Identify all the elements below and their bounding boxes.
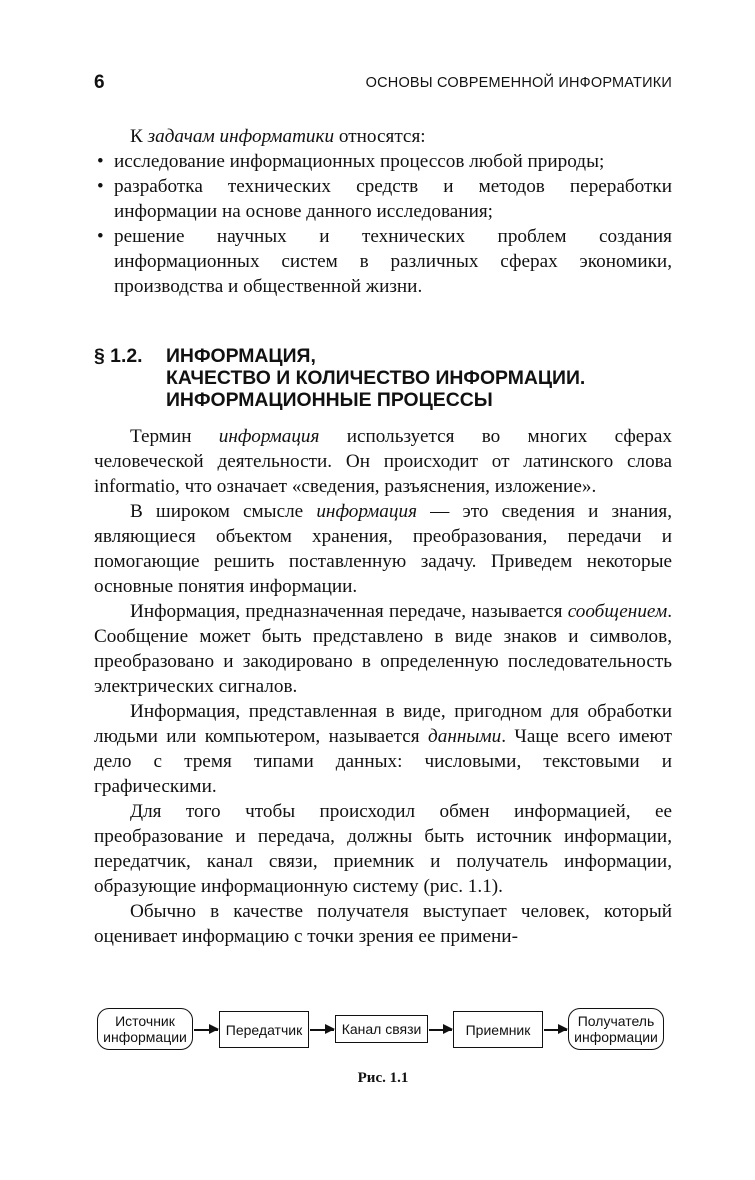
term-italic: информация bbox=[316, 501, 417, 522]
task-list bbox=[94, 149, 672, 299]
paragraph-text: Термин bbox=[130, 426, 219, 447]
running-title: ОСНОВЫ СОВРЕМЕННОЙ ИНФОРМАТИКИ bbox=[365, 75, 672, 91]
arrow-channel-receiver bbox=[429, 1029, 452, 1031]
paragraph-4 bbox=[94, 699, 672, 799]
figure-caption: Рис. 1.1 bbox=[357, 1070, 409, 1086]
paragraph-6: Обычно в качестве получателя выступает человек, который оценивает информацию с точки зрения ее примени- bbox=[94, 901, 672, 947]
term-italic: сообщением bbox=[567, 601, 668, 622]
paragraph-text: Информация, представленная в виде, пригодном для обработки людьми или компьютером, называется bbox=[94, 701, 672, 747]
paragraph-text: . Сообщение может быть представлено в виде знаков и символов, преобразовано и закодировано в определенную последовательность электрических сигналов. bbox=[94, 601, 672, 697]
paragraph-text: — это сведения и знания, являющиеся объектом хранения, преобразования, передачи и помогающие решить поставленную задачу. Приведем некоторые основные понятия информации. bbox=[94, 501, 673, 597]
task-list-item: • исследование информационных процессов любой природы; bbox=[94, 149, 672, 174]
arrow-receiver-recipient bbox=[544, 1029, 567, 1031]
information-system-diagram bbox=[94, 1005, 672, 1055]
task-list-item: • решение научных и технических проблем создания информационных систем в различных сферах экономики, производства и общественной жизни. bbox=[94, 224, 672, 299]
page-number: 6 bbox=[94, 72, 105, 93]
source-label-line: информации bbox=[103, 1029, 187, 1045]
body-text bbox=[94, 424, 672, 949]
source-node-label bbox=[103, 1013, 187, 1045]
paragraph-3 bbox=[94, 599, 672, 699]
section-title-line: КАЧЕСТВО И КОЛИЧЕСТВО ИНФОРМАЦИИ. bbox=[166, 367, 586, 389]
intro-lead bbox=[94, 124, 672, 149]
term-italic: данными bbox=[428, 726, 502, 747]
source-label-line: Источник bbox=[115, 1013, 175, 1029]
paragraph-text: . Чаще всего имеют дело с тремя типами данных: числовыми, текстовыми и графическими. bbox=[94, 726, 672, 797]
paragraph-5: Для того чтобы происходил обмен информацией, ее преобразование и передача, должны быть источник информации, передатчик, канал связи, приемник и получатель информации, образующие информационную систему (рис. 1.1). bbox=[94, 801, 672, 897]
paragraph-1 bbox=[94, 424, 672, 499]
intro-block bbox=[94, 124, 672, 299]
arrow-source-transmitter bbox=[194, 1029, 218, 1031]
section-title bbox=[166, 345, 666, 411]
receiver-node: Приемник bbox=[453, 1011, 543, 1048]
section-number: § 1.2. bbox=[94, 345, 143, 367]
source-node bbox=[97, 1008, 193, 1050]
page-header bbox=[94, 72, 672, 98]
channel-node: Канал связи bbox=[335, 1015, 428, 1043]
recipient-label-line: Получатель bbox=[577, 1013, 655, 1029]
section-title-line: ИНФОРМАЦИЯ, bbox=[166, 345, 316, 367]
recipient-node bbox=[568, 1008, 664, 1050]
paragraph-text: Информация, предназначенная передаче, называется bbox=[130, 601, 568, 622]
intro-lead-after: относятся: bbox=[334, 126, 426, 147]
recipient-node-label bbox=[574, 1013, 658, 1045]
task-list-item: • разработка технических средств и методов переработки информации на основе данного исследования; bbox=[94, 174, 672, 224]
paragraph-2 bbox=[94, 499, 672, 599]
intro-lead-italic: задачам информатики bbox=[147, 126, 335, 147]
recipient-label-line: информации bbox=[574, 1029, 658, 1045]
arrow-transmitter-channel bbox=[310, 1029, 334, 1031]
paragraph-text: используется во многих сферах человеческой деятельности. Он происходит от латинского слова informatio, что означает «сведения, разъяснения, изложение». bbox=[94, 426, 672, 497]
intro-lead-before: К bbox=[130, 126, 148, 147]
transmitter-node: Передатчик bbox=[219, 1011, 309, 1048]
paragraph-text: В широком смысле bbox=[130, 501, 317, 522]
term-italic: информация bbox=[218, 426, 320, 447]
section-title-line: ИНФОРМАЦИОННЫЕ ПРОЦЕССЫ bbox=[166, 389, 493, 411]
